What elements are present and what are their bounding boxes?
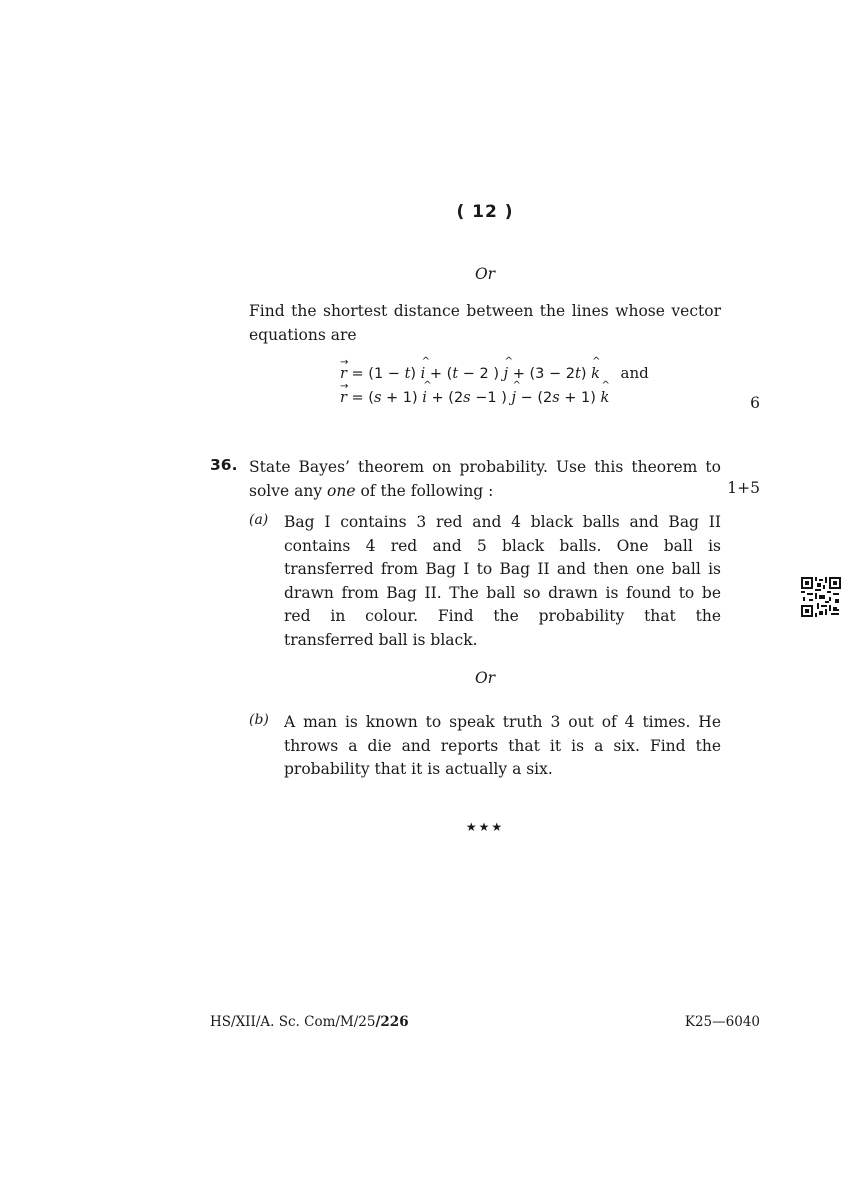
- part-a-line-2: contains 4 red and 5 black balls. One ball is: [284, 536, 721, 555]
- q36-line-2-emphasis: one: [327, 482, 356, 500]
- or-divider-q36: Or: [474, 669, 496, 687]
- part-a-line-5: red in colour. Find the probability that the: [284, 607, 721, 626]
- unit-j-2: j ^: [511, 380, 521, 406]
- q36-part-b-label: (b): [249, 712, 269, 728]
- q36-number: 36.: [210, 456, 238, 474]
- vector-r-2: r →: [340, 381, 349, 406]
- footer-code: [210, 1014, 409, 1030]
- footer-paper-code: K25—6040: [684, 1014, 760, 1030]
- q36-line-1: State Bayes’ theorem on probability. Use this theorem to: [249, 458, 721, 476]
- qr-code-icon: [801, 577, 841, 617]
- footer-code-number: /226: [375, 1014, 409, 1030]
- part-a-line-6: transferred ball is black.: [284, 630, 478, 649]
- part-b-line-3: probability that it is actually a six.: [284, 760, 553, 779]
- q36-line-2-start: solve any: [249, 482, 323, 500]
- page-number: ( 12 ): [456, 202, 514, 222]
- q36-statement: [249, 455, 721, 503]
- unit-j-1: j ^: [503, 356, 514, 382]
- q35-or-statement: [249, 299, 721, 347]
- q36-part-b-text: [284, 711, 721, 782]
- part-a-line-1: Bag I contains 3 red and 4 black balls and Bag II: [284, 513, 721, 531]
- vector-equation-2: r → = (s + 1) i ^ + (2s −1 ) j ^ − (2s + 1) k ^: [340, 380, 610, 406]
- q35-line-2: equations are: [249, 326, 357, 344]
- vector-equation-1: r → = (1 − t) i ^ + (t − 2 ) j ^ + (3 − 2t) k ^ and: [340, 356, 649, 382]
- q36-part-a-text: [284, 511, 721, 653]
- part-a-line-3: transferred from Bag I to Bag II and then one ball is: [284, 560, 721, 579]
- part-b-line-1: A man is known to speak truth 3 out of 4 times. He: [284, 713, 721, 731]
- q35-marks: 6: [750, 394, 760, 412]
- q35-line-1: Find the shortest distance between the lines whose vector: [249, 302, 721, 320]
- equation-and: and: [620, 364, 649, 382]
- unit-k-2: k ^: [600, 380, 610, 406]
- vector-r-1: r →: [340, 357, 349, 382]
- or-divider-q35: Or: [474, 265, 496, 283]
- end-stars: ★★★: [465, 820, 505, 834]
- q36-line-2: [249, 479, 721, 503]
- q36-marks: 1+5: [727, 479, 760, 497]
- part-b-line-2: throws a die and reports that it is a six. Find the: [284, 736, 721, 755]
- unit-i-1: i ^: [420, 356, 431, 382]
- unit-k-1: k ^: [591, 356, 601, 382]
- q36-line-2-end: of the following :: [360, 482, 494, 500]
- footer-code-main: HS/XII/A. Sc. Com/M/25: [210, 1014, 376, 1030]
- part-a-line-4: drawn from Bag II. The ball so drawn is found to be: [284, 583, 721, 602]
- q36-part-a-label: (a): [249, 512, 269, 528]
- unit-i-2: i ^: [422, 380, 432, 406]
